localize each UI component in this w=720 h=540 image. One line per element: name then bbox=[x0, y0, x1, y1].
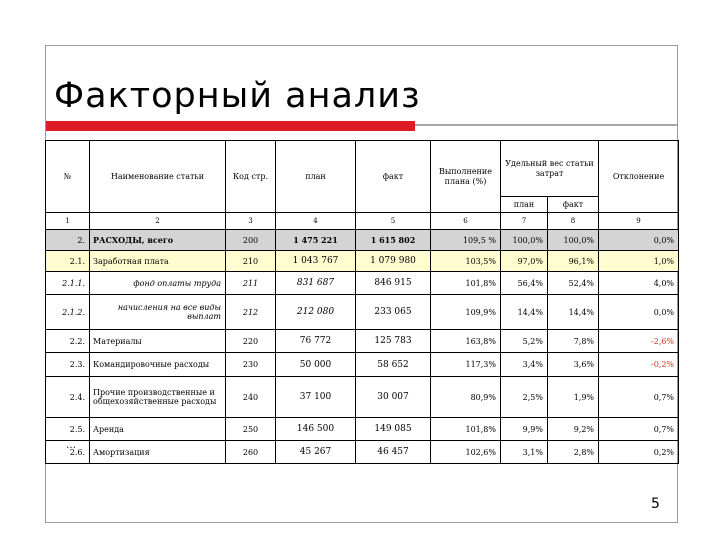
table-row bbox=[46, 330, 679, 353]
row-share-plan: 3,4% bbox=[501, 353, 548, 377]
row-code: 211 bbox=[226, 272, 276, 295]
row-plan: 1 475 221 bbox=[276, 230, 356, 251]
row-fact: 46 457 bbox=[356, 441, 431, 464]
title-accent-bar bbox=[46, 121, 415, 131]
row-code: 260 bbox=[226, 441, 276, 464]
row-fact: 1 079 980 bbox=[356, 251, 431, 272]
row-code: 220 bbox=[226, 330, 276, 353]
row-name: Командировочные расходы bbox=[90, 353, 226, 377]
table-row bbox=[46, 353, 679, 377]
page-number: 5 bbox=[651, 496, 660, 512]
row-name: Материалы bbox=[90, 330, 226, 353]
table-row bbox=[46, 251, 679, 272]
row-deviation: -2,6% bbox=[599, 330, 679, 353]
column-index-row bbox=[46, 213, 679, 230]
row-share-fact: 2,8% bbox=[548, 441, 599, 464]
row-fact: 233 065 bbox=[356, 295, 431, 330]
row-execution: 163,8% bbox=[431, 330, 501, 353]
row-share-plan: 2,5% bbox=[501, 377, 548, 418]
row-share-plan: 56,4% bbox=[501, 272, 548, 295]
row-share-fact: 52,4% bbox=[548, 272, 599, 295]
column-index: 3 bbox=[226, 213, 276, 230]
row-deviation: -0,2% bbox=[599, 353, 679, 377]
row-code: 200 bbox=[226, 230, 276, 251]
row-id: 2.1. bbox=[46, 251, 90, 272]
header-code: Код стр. bbox=[226, 141, 276, 213]
header-execution: Выполнение плана (%) bbox=[431, 141, 501, 213]
row-fact: 30 007 bbox=[356, 377, 431, 418]
row-execution: 109,9% bbox=[431, 295, 501, 330]
continuation-ellipsis: … bbox=[66, 440, 76, 451]
row-id: 2.4. bbox=[46, 377, 90, 418]
slide-title: Факторный анализ bbox=[54, 76, 421, 116]
row-execution: 101,8% bbox=[431, 272, 501, 295]
row-share-fact: 100,0% bbox=[548, 230, 599, 251]
row-execution: 103,5% bbox=[431, 251, 501, 272]
row-name: Прочие производственные и общехозяйственные расходы bbox=[90, 377, 226, 418]
column-index: 1 bbox=[46, 213, 90, 230]
row-share-plan: 9,9% bbox=[501, 418, 548, 441]
row-deviation: 0,7% bbox=[599, 377, 679, 418]
row-share-fact: 14,4% bbox=[548, 295, 599, 330]
header-fact: факт bbox=[356, 141, 431, 213]
row-execution: 101,8% bbox=[431, 418, 501, 441]
header-share: Удельный вес статьи затрат bbox=[501, 141, 599, 197]
row-id: 2.1.2. bbox=[46, 295, 90, 330]
table-row bbox=[46, 230, 679, 251]
row-plan: 1 043 767 bbox=[276, 251, 356, 272]
row-plan: 37 100 bbox=[276, 377, 356, 418]
row-id: 2.1.1. bbox=[46, 272, 90, 295]
header-deviation: Отклонение bbox=[599, 141, 679, 213]
row-id: 2.5. bbox=[46, 418, 90, 441]
row-share-fact: 9,2% bbox=[548, 418, 599, 441]
row-fact: 1 615 802 bbox=[356, 230, 431, 251]
row-deviation: 0,2% bbox=[599, 441, 679, 464]
row-name: РАСХОДЫ, всего bbox=[90, 230, 226, 251]
row-plan: 146 500 bbox=[276, 418, 356, 441]
table-row bbox=[46, 418, 679, 441]
row-name: Амортизация bbox=[90, 441, 226, 464]
column-index: 4 bbox=[276, 213, 356, 230]
row-share-fact: 7,8% bbox=[548, 330, 599, 353]
row-share-fact: 3,6% bbox=[548, 353, 599, 377]
row-plan: 831 687 bbox=[276, 272, 356, 295]
row-plan: 50 000 bbox=[276, 353, 356, 377]
row-share-plan: 97,0% bbox=[501, 251, 548, 272]
row-fact: 58 652 bbox=[356, 353, 431, 377]
row-id: 2.6. bbox=[46, 441, 90, 464]
table-row bbox=[46, 441, 679, 464]
header-plan: план bbox=[276, 141, 356, 213]
row-share-plan: 14,4% bbox=[501, 295, 548, 330]
row-execution: 102,6% bbox=[431, 441, 501, 464]
header-share-plan: план bbox=[501, 197, 548, 213]
row-execution: 80,9% bbox=[431, 377, 501, 418]
row-plan: 212 080 bbox=[276, 295, 356, 330]
row-code: 210 bbox=[226, 251, 276, 272]
row-fact: 846 915 bbox=[356, 272, 431, 295]
row-plan: 45 267 bbox=[276, 441, 356, 464]
row-name: Заработная плата bbox=[90, 251, 226, 272]
header-num: № bbox=[46, 141, 90, 213]
row-deviation: 1,0% bbox=[599, 251, 679, 272]
row-name: Аренда bbox=[90, 418, 226, 441]
row-code: 240 bbox=[226, 377, 276, 418]
column-index: 5 bbox=[356, 213, 431, 230]
row-share-plan: 3,1% bbox=[501, 441, 548, 464]
header-name: Наименование статьи bbox=[90, 141, 226, 213]
table-row bbox=[46, 272, 679, 295]
row-plan: 76 772 bbox=[276, 330, 356, 353]
table-row bbox=[46, 377, 679, 418]
column-index: 8 bbox=[548, 213, 599, 230]
header-share-fact: факт bbox=[548, 197, 599, 213]
column-index: 6 bbox=[431, 213, 501, 230]
row-code: 250 bbox=[226, 418, 276, 441]
row-code: 212 bbox=[226, 295, 276, 330]
row-deviation: 0,7% bbox=[599, 418, 679, 441]
row-share-fact: 96,1% bbox=[548, 251, 599, 272]
row-code: 230 bbox=[226, 353, 276, 377]
column-index: 2 bbox=[90, 213, 226, 230]
row-deviation: 0,0% bbox=[599, 230, 679, 251]
row-id: 2. bbox=[46, 230, 90, 251]
row-name: начисления на все виды выплат bbox=[90, 295, 226, 330]
column-index: 7 bbox=[501, 213, 548, 230]
row-share-plan: 100,0% bbox=[501, 230, 548, 251]
factor-analysis-table bbox=[45, 140, 679, 464]
row-name: фонд оплаты труда bbox=[90, 272, 226, 295]
row-fact: 149 085 bbox=[356, 418, 431, 441]
row-fact: 125 783 bbox=[356, 330, 431, 353]
column-index: 9 bbox=[599, 213, 679, 230]
row-deviation: 0,0% bbox=[599, 295, 679, 330]
row-share-plan: 5,2% bbox=[501, 330, 548, 353]
row-execution: 117,3% bbox=[431, 353, 501, 377]
row-id: 2.2. bbox=[46, 330, 90, 353]
table-row bbox=[46, 295, 679, 330]
row-id: 2.3. bbox=[46, 353, 90, 377]
row-deviation: 4,0% bbox=[599, 272, 679, 295]
row-execution: 109,5 % bbox=[431, 230, 501, 251]
row-share-fact: 1,9% bbox=[548, 377, 599, 418]
